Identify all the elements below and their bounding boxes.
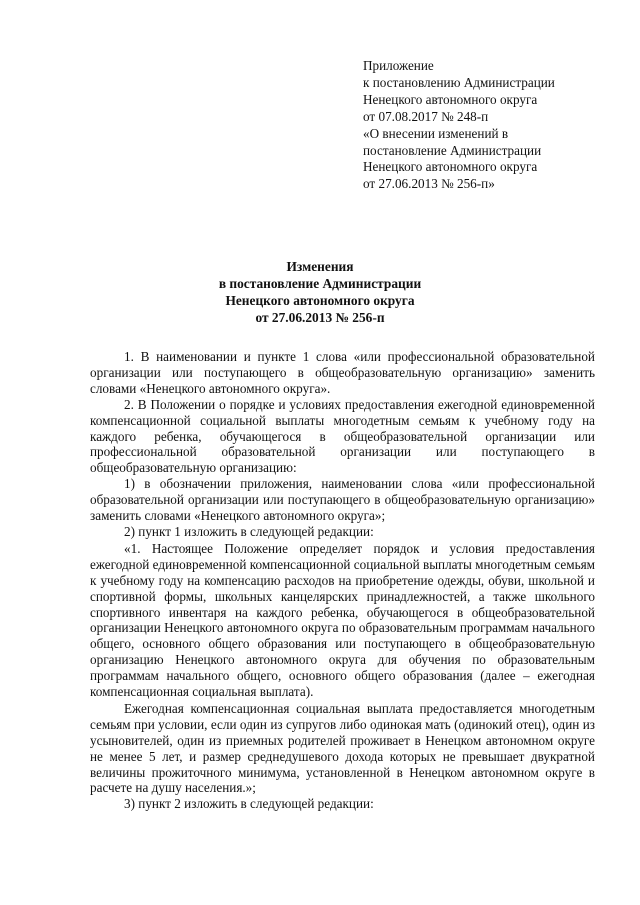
body-paragraph: 1. В наименовании и пункте 1 слова «или профессиональной образовательной организации или поступающего в общеобразовательную организацию» заменить словами «Ненецкого автономного округа». xyxy=(90,349,595,396)
appendix-line: Ненецкого автономного округа xyxy=(363,91,538,107)
appendix-line: «О внесении изменений в xyxy=(363,125,509,141)
document-heading xyxy=(0,258,640,326)
appendix-line: Ненецкого автономного округа xyxy=(363,159,538,175)
heading-line: Изменения xyxy=(286,259,354,274)
body-paragraph: Ежегодная компенсационная социальная выплата предоставляется многодетным семьям при условии, если один из супругов либо одинокая мать (одинокий отец), один из усыновителей, один из приемных родителей проживает в Ненецком автономном округе не менее 5 лет, и размер среднедушевого дохода которых не превышает двукратной величины прожиточного минимума, установленной в Ненецком автономном округе в расчете на душу населения.»; xyxy=(90,700,595,796)
body-paragraph: 3) пункт 2 изложить в следующей редакции: xyxy=(124,796,374,812)
heading-line: Ненецкого автономного округа xyxy=(225,293,415,308)
appendix-line: от 07.08.2017 № 248-п xyxy=(363,108,489,124)
body-paragraph: 2. В Положении о порядке и условиях предоставления ежегодной единовременной компенсационной социальной выплаты многодетным семьям к учебному году на каждого ребенка, обучающегося в общеобразовательной организации или профессиональной образовательной организации или поступающего в общеобразовательную организацию: xyxy=(90,396,595,476)
body-paragraph: 2) пункт 1 изложить в следующей редакции: xyxy=(124,523,374,539)
appendix-line: Приложение xyxy=(363,58,434,73)
heading-line: от 27.06.2013 № 256-п xyxy=(255,310,385,325)
appendix-note xyxy=(363,58,603,193)
body-paragraph: 1) в обозначении приложения, наименовании слова «или профессиональной образовательной организации или поступающего в общеобразовательную организацию» заменить словами «Ненецкого автономного округа»; xyxy=(90,476,595,524)
appendix-line: к постановлению Администрации xyxy=(363,74,555,90)
appendix-line: от 27.06.2013 № 256-п» xyxy=(363,176,495,192)
appendix-line: постановление Администрации xyxy=(363,142,542,158)
document-body xyxy=(90,349,595,812)
body-paragraph: «1. Настоящее Положение определяет порядок и условия предоставления ежегодной единовременной компенсационной социальной выплаты многодетным семьям к учебному году на компенсацию расходов на приобретение одежды, обуви, школьной и спортивной формы, школьных канцелярских принадлежностей, а также школьного спортивного инвентаря на каждого ребенка, обучающегося в общеобразовательной организации Ненецкого автономного округа по образовательным программам начального общего, основного общего образования или поступающего в общеобразовательную организацию Ненецкого автономного округа для обучения по образовательным программам начального общего, основного общего образования (далее – ежегодная компенсационная социальная выплата). xyxy=(90,540,595,700)
heading-line: в постановление Администрации xyxy=(218,276,422,291)
